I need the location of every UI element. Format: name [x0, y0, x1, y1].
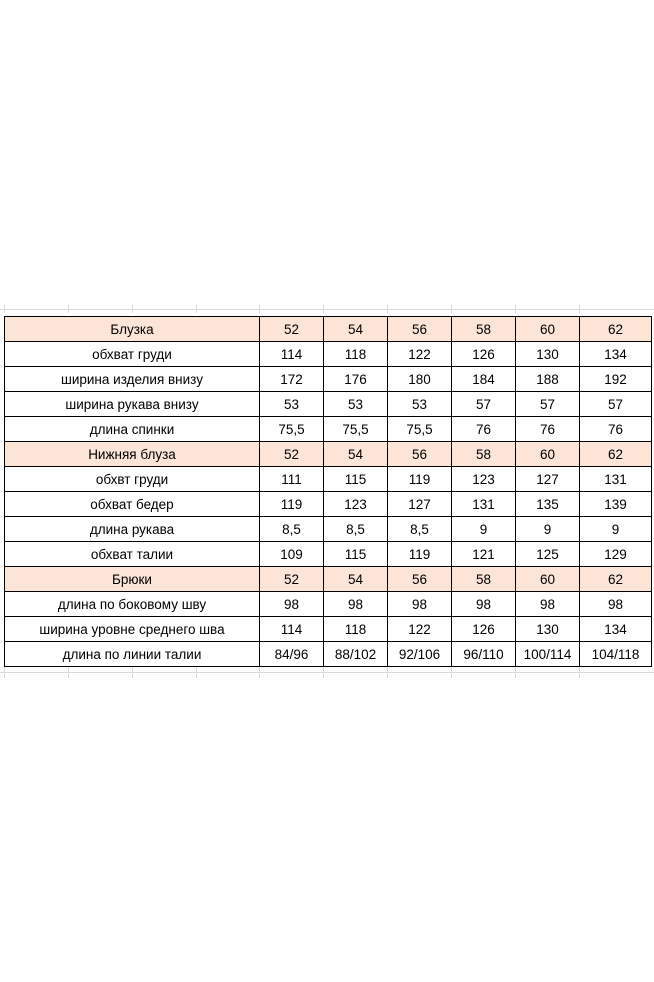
value-cell[interactable]: 125 — [516, 542, 580, 567]
value-cell[interactable]: 8,5 — [324, 517, 388, 542]
value-cell[interactable]: 53 — [324, 392, 388, 417]
row-label[interactable]: ширина уровне среднего шва — [5, 617, 260, 642]
value-cell[interactable]: 53 — [260, 392, 324, 417]
sheet-gridline — [132, 666, 133, 678]
size-cell[interactable]: 54 — [324, 567, 388, 592]
row-label[interactable]: ширина рукава внизу — [5, 392, 260, 417]
table-row — [5, 542, 652, 567]
sheet-gridline — [323, 666, 324, 678]
value-cell[interactable]: 122 — [388, 342, 452, 367]
size-cell[interactable]: 56 — [388, 442, 452, 467]
row-label[interactable]: Блузка — [5, 317, 260, 342]
sheet-gridline — [0, 672, 654, 673]
table-row — [5, 342, 652, 367]
value-cell[interactable]: 126 — [452, 342, 516, 367]
value-cell[interactable]: 118 — [324, 617, 388, 642]
sheet-gridline — [68, 666, 69, 678]
table-row — [5, 642, 652, 667]
value-cell[interactable]: 118 — [324, 342, 388, 367]
row-label[interactable]: Брюки — [5, 567, 260, 592]
value-cell[interactable]: 127 — [516, 467, 580, 492]
sheet-gridline — [196, 305, 197, 313]
size-cell[interactable]: 52 — [260, 317, 324, 342]
row-label[interactable]: обхват талии — [5, 542, 260, 567]
value-cell[interactable]: 76 — [580, 417, 652, 442]
value-cell[interactable]: 96/110 — [452, 642, 516, 667]
value-cell[interactable]: 76 — [452, 417, 516, 442]
value-cell[interactable]: 115 — [324, 467, 388, 492]
size-cell[interactable]: 62 — [580, 567, 652, 592]
row-label[interactable]: обхват груди — [5, 342, 260, 367]
value-cell[interactable]: 75,5 — [324, 417, 388, 442]
value-cell[interactable]: 130 — [516, 342, 580, 367]
row-label[interactable]: длина спинки — [5, 417, 260, 442]
sheet-gridline — [515, 666, 516, 678]
value-cell[interactable]: 119 — [260, 492, 324, 517]
value-cell[interactable]: 98 — [260, 592, 324, 617]
value-cell[interactable]: 192 — [580, 367, 652, 392]
section-header-row — [5, 317, 652, 342]
sheet-gridline — [196, 666, 197, 678]
size-cell[interactable]: 58 — [452, 317, 516, 342]
sheet-gridline — [515, 305, 516, 313]
value-cell[interactable]: 129 — [580, 542, 652, 567]
row-label[interactable]: обхвт груди — [5, 467, 260, 492]
value-cell[interactable]: 98 — [580, 592, 652, 617]
size-cell[interactable]: 60 — [516, 567, 580, 592]
table-row — [5, 467, 652, 492]
value-cell[interactable]: 119 — [388, 542, 452, 567]
sheet-gridline — [451, 666, 452, 678]
table-row — [5, 417, 652, 442]
size-cell[interactable]: 56 — [388, 567, 452, 592]
size-cell[interactable]: 58 — [452, 567, 516, 592]
size-cell[interactable]: 58 — [452, 442, 516, 467]
value-cell[interactable]: 98 — [452, 592, 516, 617]
value-cell[interactable]: 57 — [580, 392, 652, 417]
table-row — [5, 492, 652, 517]
sheet-gridline — [4, 666, 5, 678]
value-cell[interactable]: 176 — [324, 367, 388, 392]
value-cell[interactable]: 134 — [580, 617, 652, 642]
row-label[interactable]: длина по линии талии — [5, 642, 260, 667]
section-header-row — [5, 567, 652, 592]
sheet-gridline — [259, 666, 260, 678]
sheet-gridline — [259, 305, 260, 313]
size-chart-table — [4, 316, 652, 667]
value-cell[interactable]: 8,5 — [388, 517, 452, 542]
value-cell[interactable]: 123 — [324, 492, 388, 517]
value-cell[interactable]: 57 — [516, 392, 580, 417]
value-cell[interactable]: 123 — [452, 467, 516, 492]
value-cell[interactable]: 184 — [452, 367, 516, 392]
value-cell[interactable]: 98 — [388, 592, 452, 617]
size-cell[interactable]: 60 — [516, 442, 580, 467]
sheet-gridline — [579, 305, 580, 313]
row-label[interactable]: Нижняя блуза — [5, 442, 260, 467]
value-cell[interactable]: 76 — [516, 417, 580, 442]
value-cell[interactable]: 131 — [452, 492, 516, 517]
value-cell[interactable]: 8,5 — [260, 517, 324, 542]
size-cell[interactable]: 52 — [260, 442, 324, 467]
sheet-gridline — [387, 305, 388, 313]
value-cell[interactable]: 134 — [580, 342, 652, 367]
value-cell[interactable]: 9 — [580, 517, 652, 542]
sheet-gridline — [4, 305, 5, 313]
size-cell[interactable]: 52 — [260, 567, 324, 592]
value-cell[interactable]: 114 — [260, 617, 324, 642]
value-cell[interactable]: 9 — [516, 517, 580, 542]
table-row — [5, 592, 652, 617]
value-cell[interactable]: 127 — [388, 492, 452, 517]
sheet-gridline — [451, 305, 452, 313]
value-cell[interactable]: 109 — [260, 542, 324, 567]
value-cell[interactable]: 114 — [260, 342, 324, 367]
size-cell[interactable]: 62 — [580, 317, 652, 342]
sheet-gridline — [579, 666, 580, 678]
value-cell[interactable]: 92/106 — [388, 642, 452, 667]
size-cell[interactable]: 54 — [324, 317, 388, 342]
sheet-gridline — [323, 305, 324, 313]
value-cell[interactable]: 57 — [452, 392, 516, 417]
table-row — [5, 617, 652, 642]
value-cell[interactable]: 98 — [324, 592, 388, 617]
value-cell[interactable]: 172 — [260, 367, 324, 392]
row-label[interactable]: длина рукава — [5, 517, 260, 542]
value-cell[interactable]: 100/114 — [516, 642, 580, 667]
size-chart-body — [5, 317, 652, 667]
size-cell[interactable]: 54 — [324, 442, 388, 467]
section-header-row — [5, 442, 652, 467]
value-cell[interactable]: 119 — [388, 467, 452, 492]
value-cell[interactable]: 126 — [452, 617, 516, 642]
value-cell[interactable]: 104/118 — [580, 642, 652, 667]
value-cell[interactable]: 88/102 — [324, 642, 388, 667]
value-cell[interactable]: 84/96 — [260, 642, 324, 667]
value-cell[interactable]: 75,5 — [388, 417, 452, 442]
sheet-gridline — [132, 305, 133, 313]
table-row — [5, 367, 652, 392]
value-cell[interactable]: 131 — [580, 467, 652, 492]
value-cell[interactable]: 53 — [388, 392, 452, 417]
value-cell[interactable]: 98 — [516, 592, 580, 617]
row-label[interactable]: ширина изделия внизу — [5, 367, 260, 392]
value-cell[interactable]: 115 — [324, 542, 388, 567]
value-cell[interactable]: 139 — [580, 492, 652, 517]
value-cell[interactable]: 188 — [516, 367, 580, 392]
value-cell[interactable]: 75,5 — [260, 417, 324, 442]
sheet-gridline — [68, 305, 69, 313]
size-cell[interactable]: 62 — [580, 442, 652, 467]
sheet-gridline — [387, 666, 388, 678]
value-cell[interactable]: 111 — [260, 467, 324, 492]
value-cell[interactable]: 122 — [388, 617, 452, 642]
row-label[interactable]: обхват бедер — [5, 492, 260, 517]
size-cell[interactable]: 56 — [388, 317, 452, 342]
sheet-gridline — [0, 309, 654, 310]
row-label[interactable]: длина по боковому шву — [5, 592, 260, 617]
value-cell[interactable]: 130 — [516, 617, 580, 642]
size-cell[interactable]: 60 — [516, 317, 580, 342]
value-cell[interactable]: 180 — [388, 367, 452, 392]
value-cell[interactable]: 135 — [516, 492, 580, 517]
table-row — [5, 392, 652, 417]
value-cell[interactable]: 121 — [452, 542, 516, 567]
table-row — [5, 517, 652, 542]
value-cell[interactable]: 9 — [452, 517, 516, 542]
